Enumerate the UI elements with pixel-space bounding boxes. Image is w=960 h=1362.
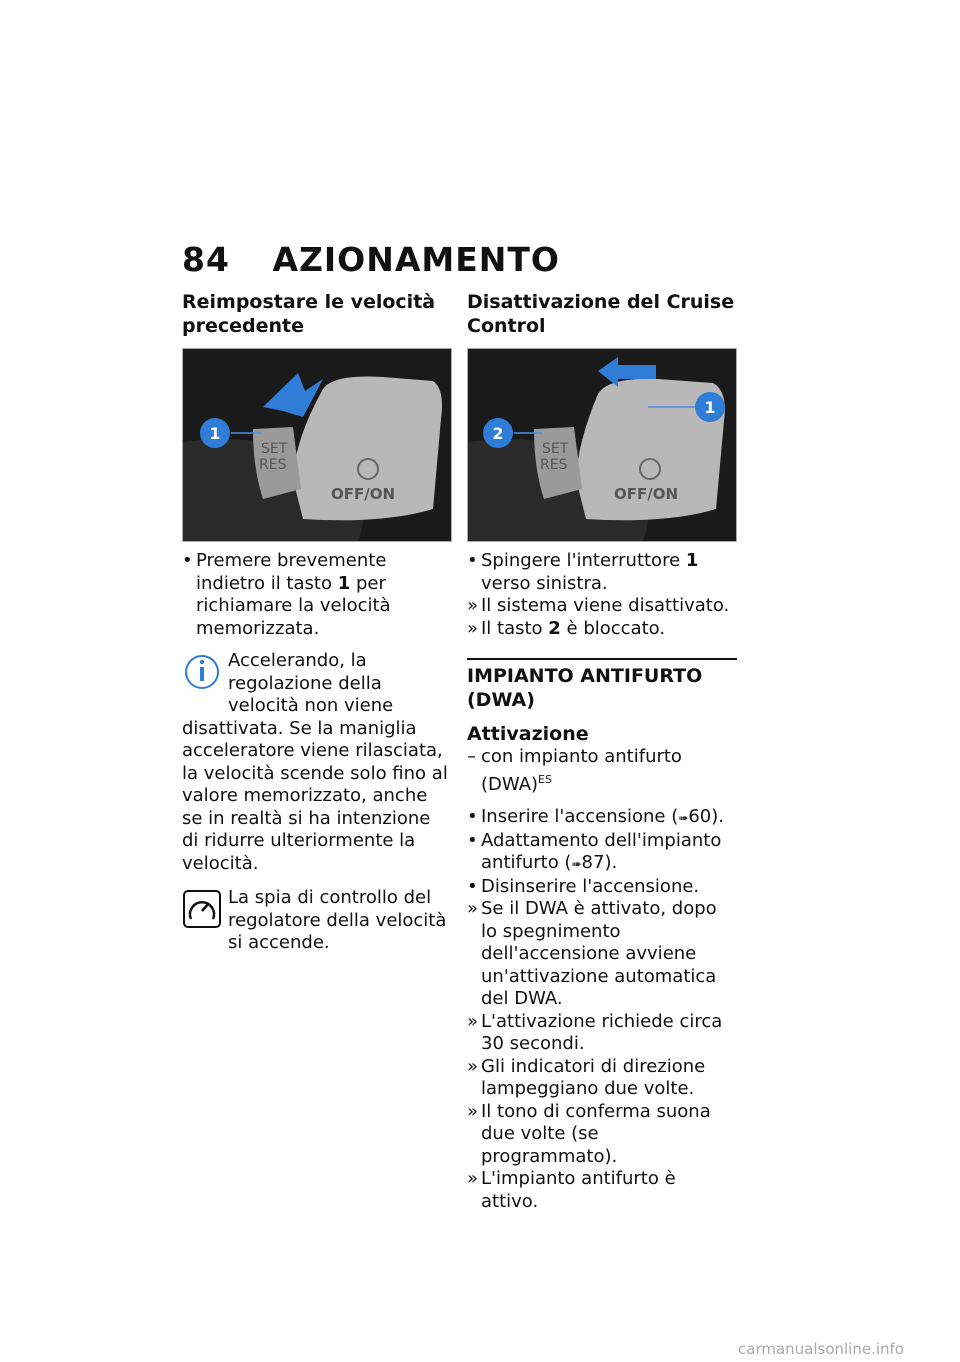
dwa-result: » Se il DWA è attivato, dopo lo spegnimento dell'accensione avviene un'attivazione automatica del DWA. <box>467 898 717 1009</box>
info-icon <box>182 650 222 696</box>
dwa-result: » Il tono di conferma suona due volte (se programmato). <box>467 1100 711 1167</box>
figure-resume-speed <box>182 348 452 542</box>
right-result-2: » Il tasto 2 è bloccato. <box>467 617 666 639</box>
set-label: SET <box>542 441 569 457</box>
right-column <box>467 290 737 1213</box>
dwa-sub-heading: Attivazione <box>467 723 589 745</box>
cruise-control-lamp-icon <box>182 887 222 933</box>
dwa-step: • Inserire l'accensione (➠60). <box>467 806 724 827</box>
dwa-result: » Gli indicatori di direzione lampeggiano due volte. <box>467 1055 706 1099</box>
dwa-step: • Adattamento dell'impianto antifurto (➠87). <box>467 829 722 873</box>
page-number: 84 <box>182 240 230 279</box>
page-title <box>182 240 560 279</box>
right-result-1: » Il sistema viene disattivato. <box>467 595 730 616</box>
footer-watermark: carmanualsonline.info <box>738 1340 904 1358</box>
right-heading: Disattivazione del Cruise Control <box>467 291 735 337</box>
res-label: RES <box>259 457 287 473</box>
dwa-step: • Disinserire l'accensione. <box>467 875 700 897</box>
callout-2: 2 <box>492 424 504 443</box>
right-step-1: • Spingere l'interruttore 1 verso sinistra. <box>467 550 699 594</box>
page-ref-arrow-icon: ➠ <box>571 857 582 871</box>
dwa-result: » L'attivazione richiede circa 30 secondi. <box>467 1010 723 1054</box>
dwa-results <box>467 898 737 1213</box>
dwa-section-title: IMPIANTO ANTIFURTO (DWA) <box>467 665 703 711</box>
set-label: SET <box>261 441 288 457</box>
left-column <box>182 290 452 955</box>
section-divider <box>467 658 737 660</box>
info-note: Accelerando, la regolazione della velocità non viene disattivata. Se la maniglia acceleratore viene rilasciata, la velocità scende solo fino al valore memorizzato, anche se in realtà si ha intenzione di ridurre ulteriormente la velocità. <box>182 650 448 874</box>
dwa-condition: – con impianto antifurto (DWA)$^{ES}$ <box>467 746 682 795</box>
figure-cruise-off <box>467 348 737 542</box>
callout-1: 1 <box>704 398 716 417</box>
dwa-steps <box>467 806 737 898</box>
page-ref-arrow-icon: ➠ <box>678 811 689 825</box>
section-title: AZIONAMENTO <box>272 240 560 279</box>
callout-1: 1 <box>209 424 221 443</box>
lamp-note: La spia di controllo del regolatore della velocità si accende. <box>182 887 452 955</box>
left-heading: Reimpostare le velocità precedente <box>182 291 436 337</box>
dwa-result: » L'impianto antifurto è attivo. <box>467 1168 676 1212</box>
offon-label: OFF/ON <box>331 485 396 503</box>
res-label: RES <box>540 457 568 473</box>
left-bullet-1: • Premere brevemente indietro il tasto 1 per richiamare la velocità memorizzata. <box>182 550 391 639</box>
offon-label: OFF/ON <box>614 485 679 503</box>
